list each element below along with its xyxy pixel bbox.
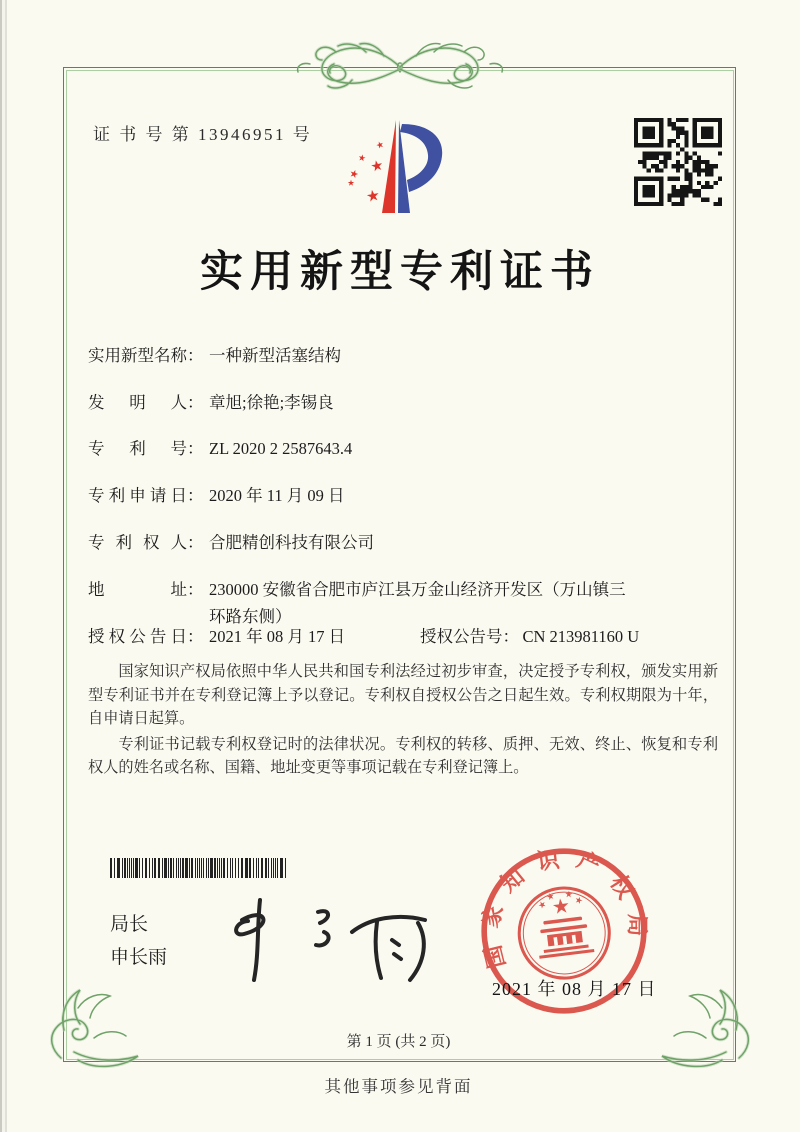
field-value: ZL 2020 2 2587643.4 [209,439,353,458]
field-label: 专利号 [88,439,187,458]
colon: ： [187,346,204,365]
field-label: 发明人 [88,393,187,412]
barcode [110,858,290,878]
cnipa-logo-icon [336,110,460,234]
field-row-grant [88,623,716,650]
signer-name: 申长雨 [110,947,168,968]
back-note: 其他事项参见背面 [324,1077,473,1096]
legal-paragraphs [88,660,718,780]
field-row-filing-date [88,482,716,509]
field-row-address [88,576,716,630]
field-row-patent-number [88,435,716,462]
field-value: CN 213981160 U [522,627,640,646]
field-value: 章旭;徐艳;李锡良 [209,393,334,412]
colon: ： [187,393,204,412]
field-value: 2021 年 08 月 17 日 [209,627,346,646]
field-row-name [88,342,716,369]
qr-code [634,118,722,206]
signer-title: 局长 [110,914,149,935]
field-label: 专利权人 [88,533,187,552]
colon: ： [187,533,204,552]
grant-number-group [420,623,639,650]
signer-block [110,908,167,974]
field-row-inventors [88,389,716,416]
colon: ： [187,580,204,599]
national-emblem-icon [514,883,614,983]
field-row-patentee [88,529,716,556]
certificate-number: 证 书 号 第 13946951 号 [93,125,313,144]
colon: ： [187,627,204,646]
page-number: 第 1 页 (共 2 页) [346,1034,451,1050]
seal-date: 2021 年 08 月 17 日 [492,979,657,999]
colon: ： [187,486,204,505]
scan-edge-shadow [0,0,9,1132]
seal-agency-text: 国家知识产权局 [476,845,650,971]
colon: ： [502,627,519,646]
field-value: 一种新型活塞结构 [209,346,341,365]
field-label: 实用新型名称 [88,346,187,365]
paragraph-register-statement: 专利证书记载专利权登记时的法律状况。专利权的转移、质押、无效、终止、恢复和专利权人的姓名或名称、国籍、地址变更等事项记载在专利登记簿上。 [88,735,718,777]
field-label: 地址 [88,580,187,599]
field-label: 授权公告日 [88,627,187,646]
signature-scribble [222,890,447,990]
field-value: 230000 安徽省合肥市庐江县万金山经济开发区（万山镇三环路东侧） [209,580,626,626]
field-label: 授权公告号 [420,627,503,646]
certificate-title: 实用新型专利证书 [200,249,600,296]
field-label: 专利申请日 [88,486,187,505]
paragraph-grant-statement: 国家知识产权局依照中华人民共和国专利法经过初步审查，决定授予专利权，颁发实用新型专利证书并在专利登记簿上予以登记。专利权自授权公告之日起生效。专利权期限为十年，自申请日起算。 [88,663,718,728]
colon: ： [187,439,204,458]
field-value: 2020 年 11 月 09 日 [209,486,345,505]
field-value: 合肥精创科技有限公司 [209,533,374,552]
